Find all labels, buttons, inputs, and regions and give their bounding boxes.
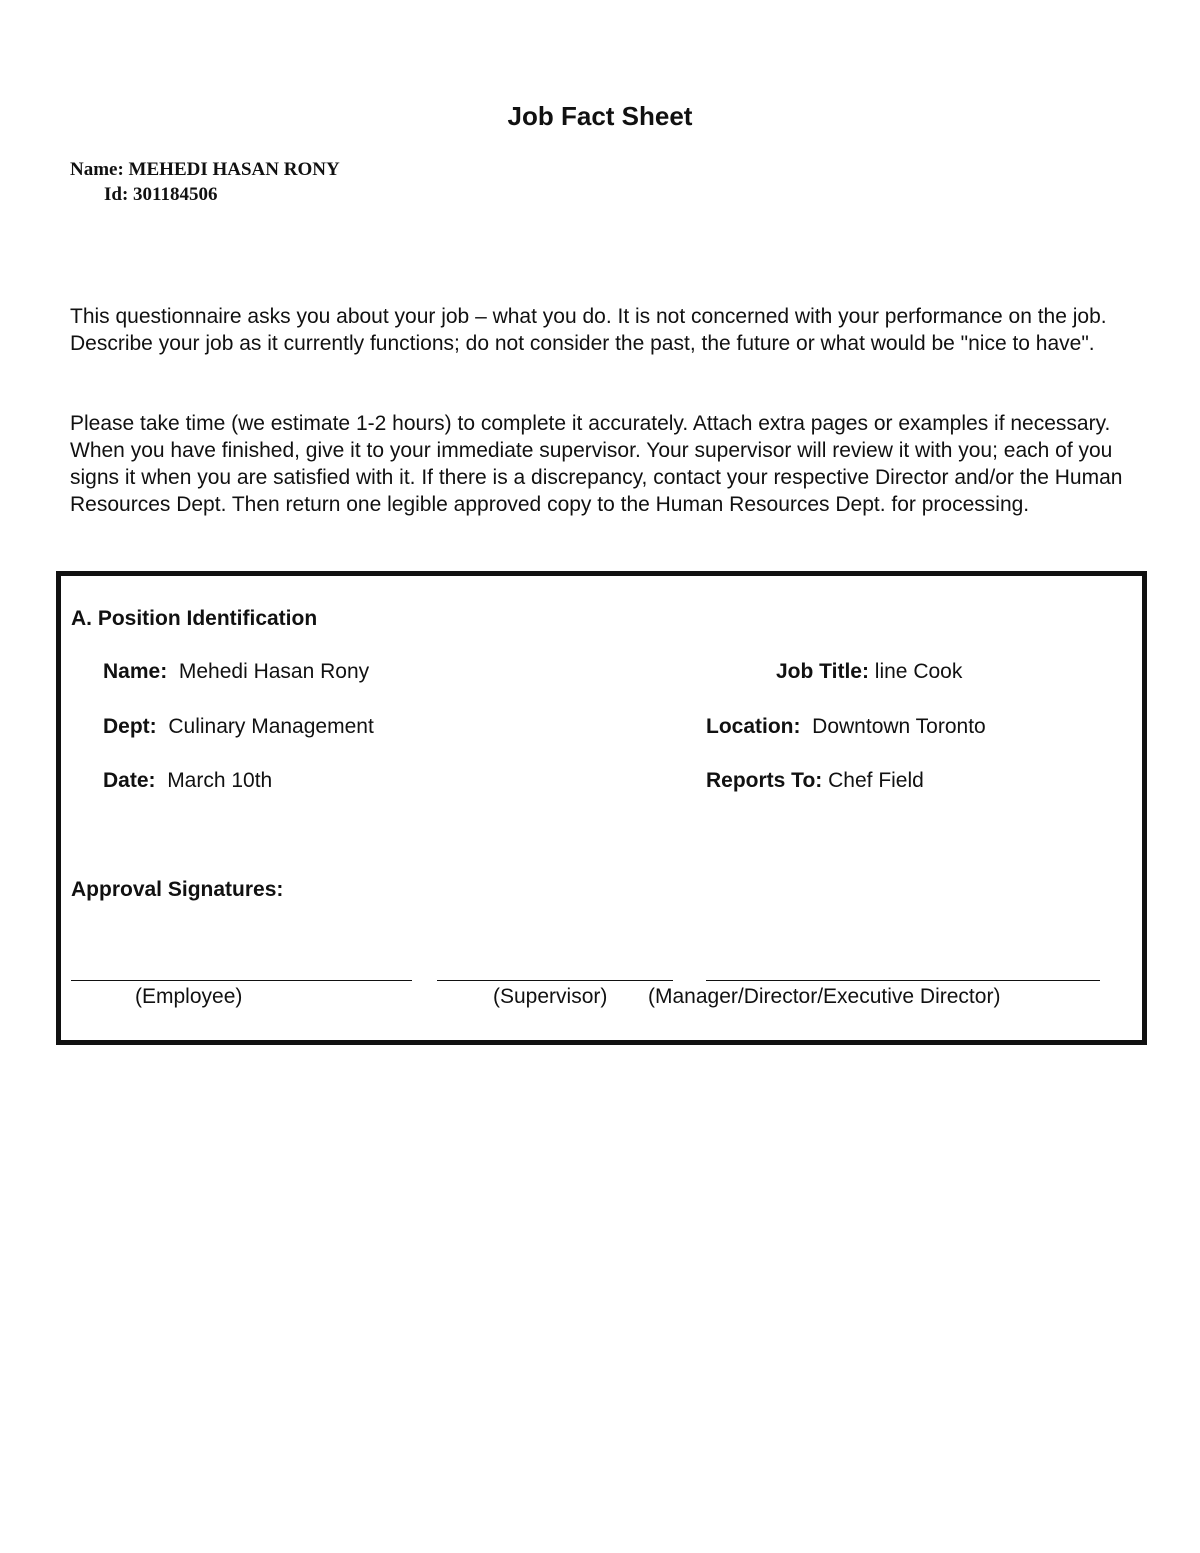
header-id-line: Id: 301184506 bbox=[104, 184, 218, 205]
location-label: Location: bbox=[706, 715, 801, 738]
employee-signature-label: (Employee) bbox=[135, 985, 243, 1008]
name-value: Mehedi Hasan Rony bbox=[178, 660, 370, 683]
manager-signature-line[interactable] bbox=[706, 980, 1100, 981]
name-field bbox=[103, 660, 369, 684]
document-title: Job Fact Sheet bbox=[507, 101, 693, 131]
section-title: A. Position Identification bbox=[71, 607, 318, 630]
location-value: Downtown Toronto bbox=[812, 715, 986, 738]
job-title-value: line Cook bbox=[874, 660, 963, 683]
header-name-line: Name: MEHEDI HASAN RONY bbox=[70, 159, 340, 180]
dept-label: Dept: bbox=[103, 715, 157, 738]
supervisor-signature-line[interactable] bbox=[437, 980, 673, 981]
date-value: March 10th bbox=[167, 769, 273, 792]
date-field bbox=[103, 769, 272, 793]
intro-paragraph: This questionnaire asks you about your job – what you do. It is not concerned with your performance on the job. Describe your job as it currently functions; do not consider the past, the future or what would be "nice to have". bbox=[70, 305, 1107, 355]
instructions-paragraph: Please take time (we estimate 1-2 hours) to complete it accurately. Attach extra pages or examples if necessary. When you have finished, give it to your immediate supervisor. Your supervisor will review it with you; each of you signs it when you are satisfied with it. If there is a discrepancy, contact your respective Director and/or the Human Resources Dept. Then return one legible approved copy to the Human Resources Dept. for processing. bbox=[70, 412, 1123, 516]
reports-to-field bbox=[706, 769, 924, 793]
date-label: Date: bbox=[103, 769, 156, 792]
name-label: Name: bbox=[103, 660, 168, 683]
dept-field bbox=[103, 715, 374, 739]
job-title-label: Job Title: bbox=[776, 660, 869, 683]
approval-signatures-title: Approval Signatures: bbox=[71, 878, 284, 901]
location-field bbox=[706, 715, 986, 739]
manager-signature-label: (Manager/Director/Executive Director) bbox=[648, 985, 1001, 1008]
reports-to-value: Chef Field bbox=[828, 769, 924, 792]
job-title-field bbox=[776, 660, 962, 684]
dept-value: Culinary Management bbox=[168, 715, 374, 738]
employee-signature-line[interactable] bbox=[71, 980, 412, 981]
reports-to-label: Reports To: bbox=[706, 769, 823, 792]
supervisor-signature-label: (Supervisor) bbox=[493, 985, 608, 1008]
position-identification-box bbox=[56, 571, 1147, 1045]
